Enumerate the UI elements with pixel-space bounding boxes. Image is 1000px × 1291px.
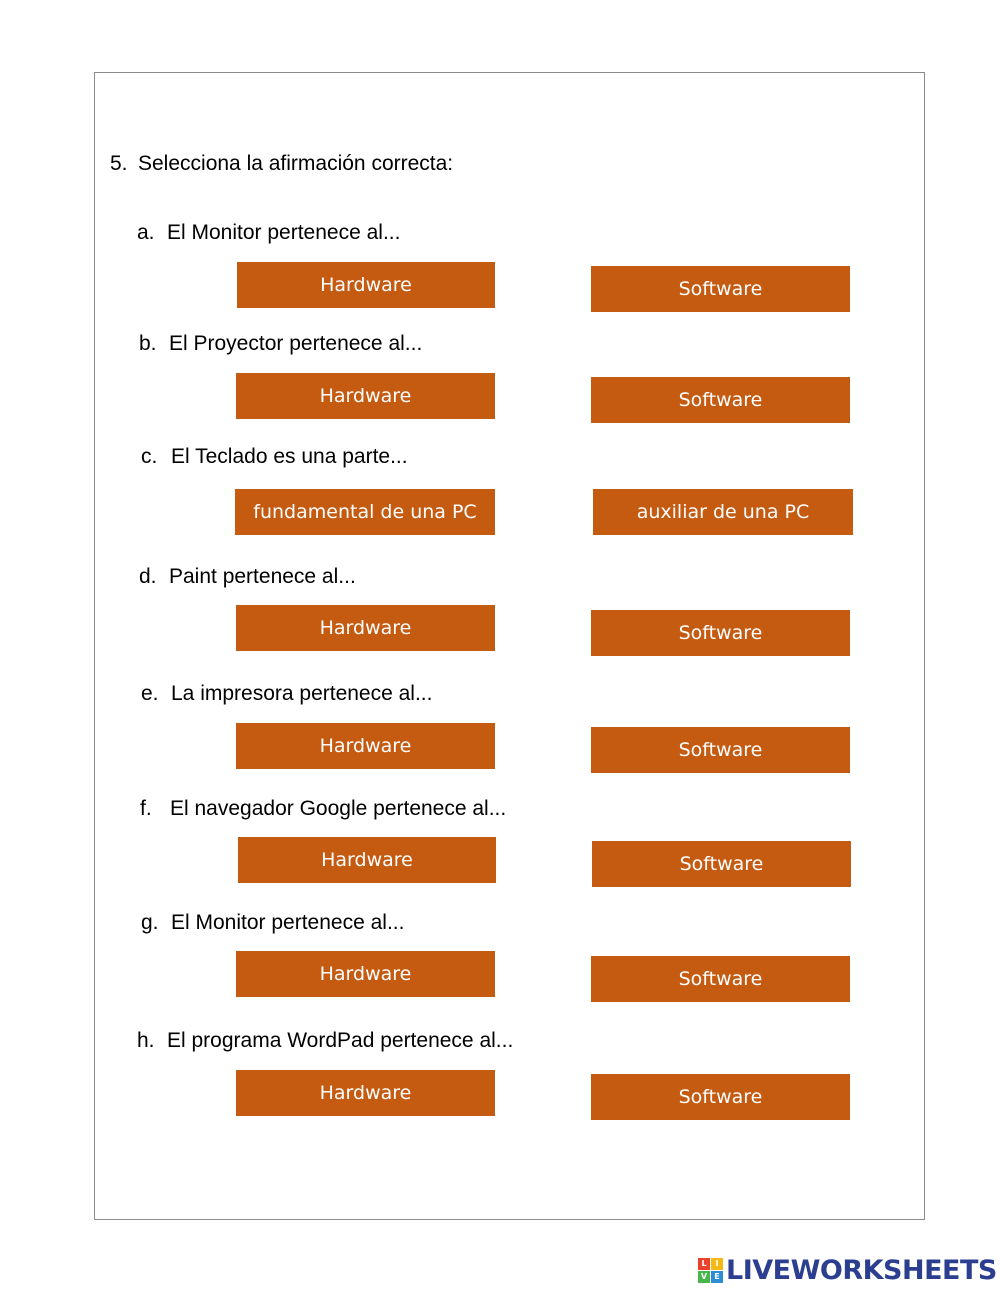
question-letter: c. <box>141 445 158 468</box>
question-h <box>137 1029 513 1053</box>
question-e-software-button[interactable]: Software <box>591 727 850 773</box>
question-h-hardware-button[interactable]: Hardware <box>236 1070 495 1116</box>
question-text: El navegador Google pertenece al... <box>170 797 507 820</box>
question-text: El Monitor pertenece al... <box>171 911 405 934</box>
question-letter: e. <box>141 682 159 705</box>
logo-letter-i: I <box>711 1258 723 1270</box>
exercise-number: 5. <box>110 152 128 175</box>
logo-text: LIVEWORKSHEETS <box>726 1254 997 1286</box>
logo-letter-l: L <box>698 1258 710 1270</box>
question-e-hardware-button[interactable]: Hardware <box>236 723 495 769</box>
question-b <box>139 332 422 356</box>
logo-letter-v: V <box>698 1271 710 1283</box>
question-c-fundamental-button[interactable]: fundamental de una PC <box>235 489 495 535</box>
question-g-hardware-button[interactable]: Hardware <box>236 951 495 997</box>
question-f-hardware-button[interactable]: Hardware <box>238 837 496 883</box>
logo-mark-icon <box>698 1258 723 1283</box>
question-letter: d. <box>139 565 157 588</box>
liveworksheets-logo[interactable] <box>698 1254 997 1286</box>
question-letter: b. <box>139 332 157 355</box>
question-g <box>141 911 404 935</box>
question-c-auxiliar-button[interactable]: auxiliar de una PC <box>593 489 853 535</box>
question-c <box>141 445 408 469</box>
question-a-software-button[interactable]: Software <box>591 266 850 312</box>
question-g-software-button[interactable]: Software <box>591 956 850 1002</box>
question-d-software-button[interactable]: Software <box>591 610 850 656</box>
exercise-instruction: Selecciona la afirmación correcta: <box>138 152 454 175</box>
question-letter: f. <box>140 797 152 820</box>
question-letter: a. <box>137 221 155 244</box>
question-d <box>139 565 356 589</box>
question-letter: g. <box>141 911 159 934</box>
question-text: El Teclado es una parte... <box>171 445 408 468</box>
question-e <box>141 682 432 706</box>
question-text: El Proyector pertenece al... <box>169 332 423 355</box>
question-letter: h. <box>137 1029 155 1052</box>
question-text: El Monitor pertenece al... <box>167 221 401 244</box>
logo-letter-e: E <box>711 1271 723 1283</box>
question-f-software-button[interactable]: Software <box>592 841 851 887</box>
question-h-software-button[interactable]: Software <box>591 1074 850 1120</box>
question-text: El programa WordPad pertenece al... <box>167 1029 514 1052</box>
question-b-hardware-button[interactable]: Hardware <box>236 373 495 419</box>
question-a-hardware-button[interactable]: Hardware <box>237 262 495 308</box>
question-a <box>137 221 400 245</box>
question-d-hardware-button[interactable]: Hardware <box>236 605 495 651</box>
exercise-heading <box>110 152 453 176</box>
question-f <box>140 797 506 821</box>
question-text: La impresora pertenece al... <box>171 682 433 705</box>
question-text: Paint pertenece al... <box>169 565 356 588</box>
question-b-software-button[interactable]: Software <box>591 377 850 423</box>
